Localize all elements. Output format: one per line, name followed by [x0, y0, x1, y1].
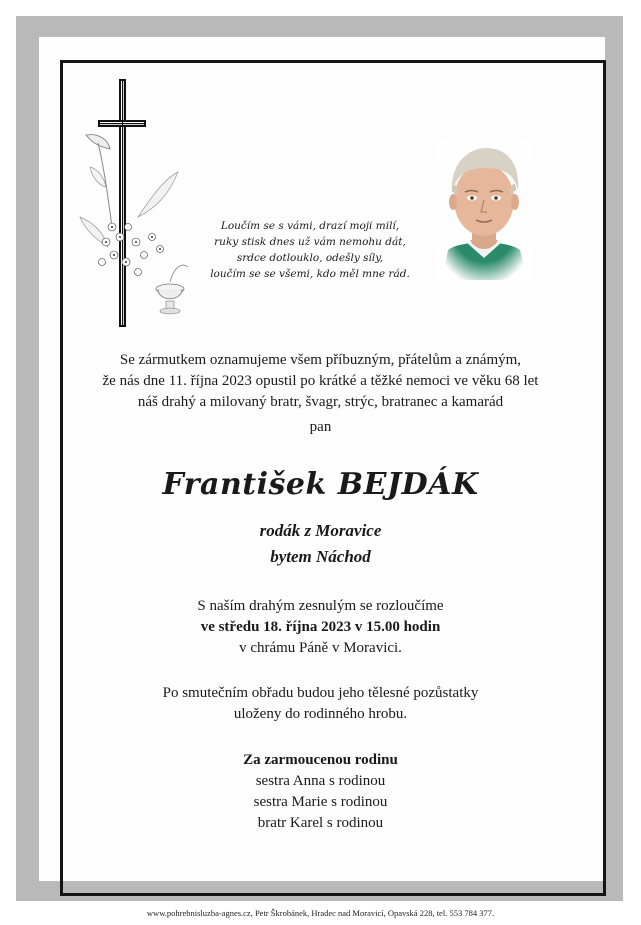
announcement-line: náš drahý a milovaný bratr, švagr, strýc, bratranec a kamarád: [137, 394, 504, 410]
poem-line: ruky stisk dnes už vám nemohu dát,: [214, 236, 406, 248]
portrait-photo: [436, 140, 532, 280]
announcement-text: [0, 350, 641, 413]
announcement-line: Se zármutkem oznamujeme všem příbuzným, přátelům a známým,: [119, 352, 522, 368]
poem-line: srdce dotlouklo, odešly síly,: [236, 252, 384, 264]
title-prefix: pan: [309, 419, 332, 435]
poem-line: Loučím se s vámi, drazí moji milí,: [220, 220, 400, 232]
family-member: sestra Anna s rodinou: [255, 773, 386, 789]
farewell-intro: S naším drahým zesnulým se rozloučíme: [197, 598, 444, 614]
birthplace: rodák z Moravice: [259, 521, 382, 540]
burial-line: uloženy do rodinného hrobu.: [233, 706, 408, 722]
poem-line: loučím se se všemi, kdo měl mne rád.: [210, 268, 410, 280]
burial-info: [0, 683, 641, 725]
deceased-name: František BEJDÁK: [162, 467, 479, 502]
family-signature: [0, 750, 641, 834]
cross-flowers-icon: [78, 77, 194, 329]
announcement-line: že nás dne 11. října 2023 opustil po krátké a těžké nemoci ve věku 68 let: [102, 373, 539, 389]
farewell-info: [0, 596, 641, 659]
farewell-datetime: ve středu 18. října 2023 v 15.00 hodin: [200, 619, 441, 635]
origin-info: [0, 518, 641, 570]
funeral-service-footer: www.pohrebnisluzba-agnes.cz, Petr Škrobánek, Hradec nad Moravicí, Opavská 228, tel. 553 784 377.: [146, 908, 495, 918]
family-member: bratr Karel s rodinou: [257, 815, 384, 831]
poem: [200, 218, 420, 282]
family-heading: Za zarmoucenou rodinu: [243, 752, 398, 768]
family-member: sestra Marie s rodinou: [253, 794, 388, 810]
residence: bytem Náchod: [270, 547, 371, 566]
burial-line: Po smutečním obřadu budou jeho tělesné pozůstatky: [162, 685, 479, 701]
farewell-place: v chrámu Páně v Moravici.: [239, 640, 402, 656]
